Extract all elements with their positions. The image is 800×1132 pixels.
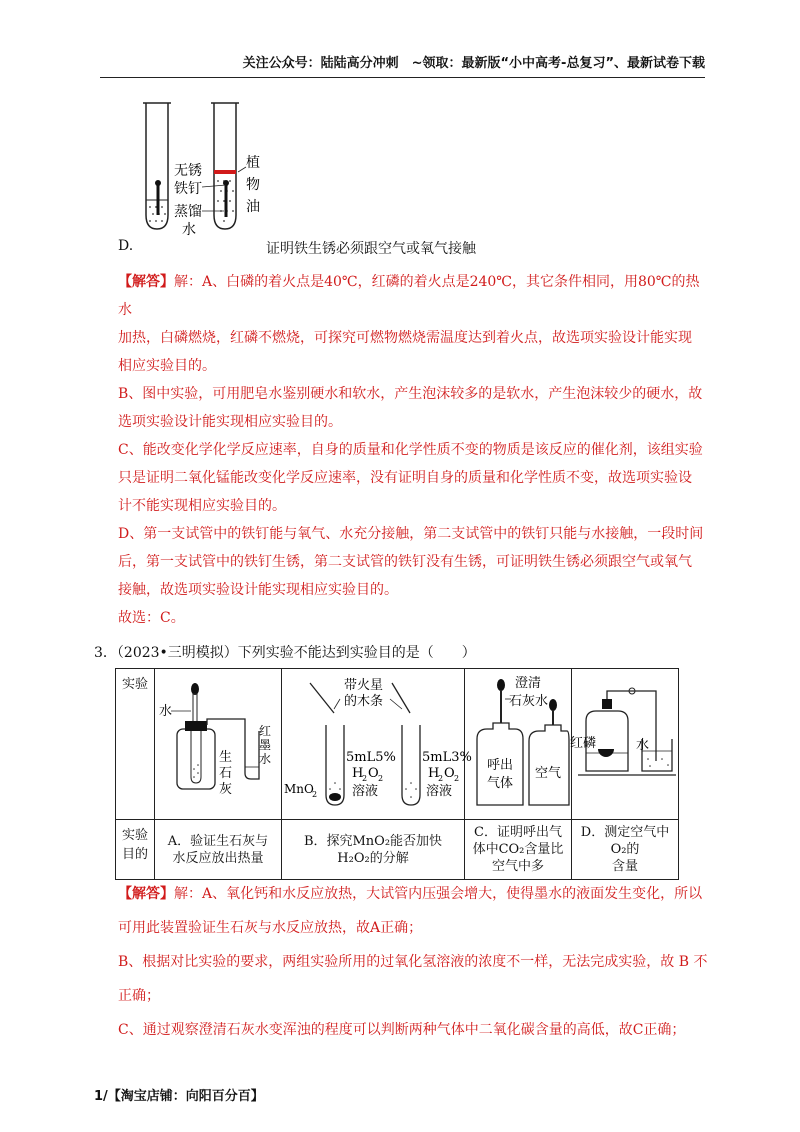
label-water: 水 xyxy=(182,222,196,238)
answer-line: C、能改变化学化学反应速率，自身的质量和化学性质不变的物质是该反应的催化剂，该组实验 xyxy=(118,442,703,458)
answer-line: D、第一支试管中的铁钉能与氧气、水充分接触，第二支试管中的铁钉只能与水接触，一段时间 xyxy=(118,526,704,542)
svg-text:空气: 空气 xyxy=(535,766,562,781)
label-oil-2: 物 xyxy=(246,177,260,193)
svg-text:2: 2 xyxy=(378,774,384,783)
svg-text:的木条: 的木条 xyxy=(344,694,384,709)
page-footer: 1/【淘宝店铺：向阳百分百】 xyxy=(94,1089,264,1104)
purpose-d: D．测定空气中O₂的 含量 xyxy=(572,820,679,880)
purpose-c: C．证明呼出气 体中CO₂含量比 空气中多 xyxy=(465,820,572,880)
svg-text:气体: 气体 xyxy=(487,776,514,791)
experiment-table xyxy=(115,668,679,880)
svg-text:2: 2 xyxy=(312,790,318,799)
answer-line: C、通过观察澄清石灰水变浑浊的程度可以判断两种气体中二氧化碳含量的高低，故C正确； xyxy=(118,1022,686,1038)
question-3: 3．（2023•三明模拟）下列实验不能达到实验目的是（ ） xyxy=(94,645,476,661)
label-rustless: 无锈 xyxy=(174,163,202,179)
label-distilled: 蒸馏 xyxy=(174,204,202,220)
cell-a-figure xyxy=(155,669,282,820)
svg-text:红: 红 xyxy=(259,724,272,738)
svg-text:5mL3%: 5mL3% xyxy=(422,750,472,765)
option-d-label: D. xyxy=(118,238,134,254)
cell-d-figure xyxy=(572,669,679,820)
svg-text:H: H xyxy=(428,766,440,781)
answer-line: 计不能实现相应实验目的。 xyxy=(118,498,286,514)
svg-text:5mL5%: 5mL5% xyxy=(346,750,396,765)
answer-line: 【解答】解：A、氧化钙和水反应放热，大试管内压强会增大，使得墨水的液面发生变化，所以 xyxy=(118,886,703,902)
row-head-purpose: 实验 目的 xyxy=(122,828,149,862)
answer-line: 可用此装置验证生石灰与水反应放热，故A正确； xyxy=(118,920,423,936)
svg-text:石灰水: 石灰水 xyxy=(509,694,549,709)
svg-text:呼出: 呼出 xyxy=(487,758,514,773)
label-oil-1: 植 xyxy=(246,155,260,171)
svg-text:2: 2 xyxy=(438,774,444,783)
svg-text:水: 水 xyxy=(636,738,650,753)
answer-line: 正确； xyxy=(118,988,160,1004)
answer-block-1 xyxy=(118,268,708,632)
page-header: 关注公众号：陆陆高分冲刺 ~领取：最新版“小中高考-总复习”、最新试卷下载 xyxy=(100,52,705,78)
svg-text:溶液: 溶液 xyxy=(426,784,453,799)
svg-text:MnO: MnO xyxy=(284,782,314,796)
svg-text:生: 生 xyxy=(219,750,233,765)
cell-b-figure xyxy=(282,669,472,820)
svg-text:水: 水 xyxy=(159,704,173,719)
answer-tag: 【解答】 xyxy=(118,274,174,290)
answer-line: B、根据对比实验的要求，两组实验所用的过氧化氢溶液的浓度不一样，无法完成实验，故 B 不 xyxy=(118,954,708,970)
answer-line: 后，第一支试管中的铁钉生锈，第二支试管的铁钉没有生锈，可证明铁生锈必须跟空气或氧气 xyxy=(118,554,692,570)
svg-text:H: H xyxy=(352,766,364,781)
answer-line: 【解答】解：A、白磷的着火点是40℃，红磷的着火点是240℃，其它条件相同，用80℃的热水 xyxy=(118,274,700,318)
answer-block-3 xyxy=(118,880,708,1044)
svg-text:2: 2 xyxy=(454,774,460,783)
svg-text:O: O xyxy=(368,766,379,781)
svg-text:红磷: 红磷 xyxy=(570,736,597,751)
purpose-a: A．验证生石灰与 水反应放出热量 xyxy=(155,820,282,880)
svg-text:澄清: 澄清 xyxy=(515,676,542,691)
svg-text:墨: 墨 xyxy=(259,738,272,752)
row-head-experiment: 实验 xyxy=(122,677,149,692)
svg-text:溶液: 溶液 xyxy=(352,784,379,799)
iron-rust-figure xyxy=(130,95,270,238)
answer-line: 选项实验设计能实现相应实验目的。 xyxy=(118,414,342,430)
answer-line: 故选：C。 xyxy=(118,610,185,626)
svg-text:O: O xyxy=(444,766,455,781)
svg-text:2: 2 xyxy=(362,774,368,783)
option-d-caption: 证明铁生锈必须跟空气或氧气接触 xyxy=(266,241,476,257)
answer-line: 接触，故选项实验设计能实现相应实验目的。 xyxy=(118,582,398,598)
svg-text:带火星: 带火星 xyxy=(344,678,384,693)
cell-c-figure xyxy=(465,669,572,820)
answer-line: 只是证明二氧化锰能改变化学反应速率，没有证明自身的质量和化学性质不变，故选项实验设 xyxy=(118,470,692,486)
svg-text:灰: 灰 xyxy=(219,782,233,797)
svg-text:石: 石 xyxy=(219,766,233,781)
answer-line: 相应实验目的。 xyxy=(118,358,216,374)
label-oil-3: 油 xyxy=(246,199,260,215)
answer-line: 加热，白磷燃烧，红磷不燃烧，可探究可燃物燃烧需温度达到着火点，故选项实验设计能实现 xyxy=(118,330,692,346)
label-iron-nail: 铁钉 xyxy=(174,181,202,197)
purpose-b: B．探究MnO₂能否加快 H₂O₂的分解 xyxy=(282,820,465,880)
answer-line: B、图中实验，可用肥皂水鉴别硬水和软水，产生泡沫较多的是软水，产生泡沫较少的硬水，故 xyxy=(118,386,703,402)
answer-tag: 【解答】 xyxy=(118,886,174,902)
svg-text:水: 水 xyxy=(259,752,272,766)
